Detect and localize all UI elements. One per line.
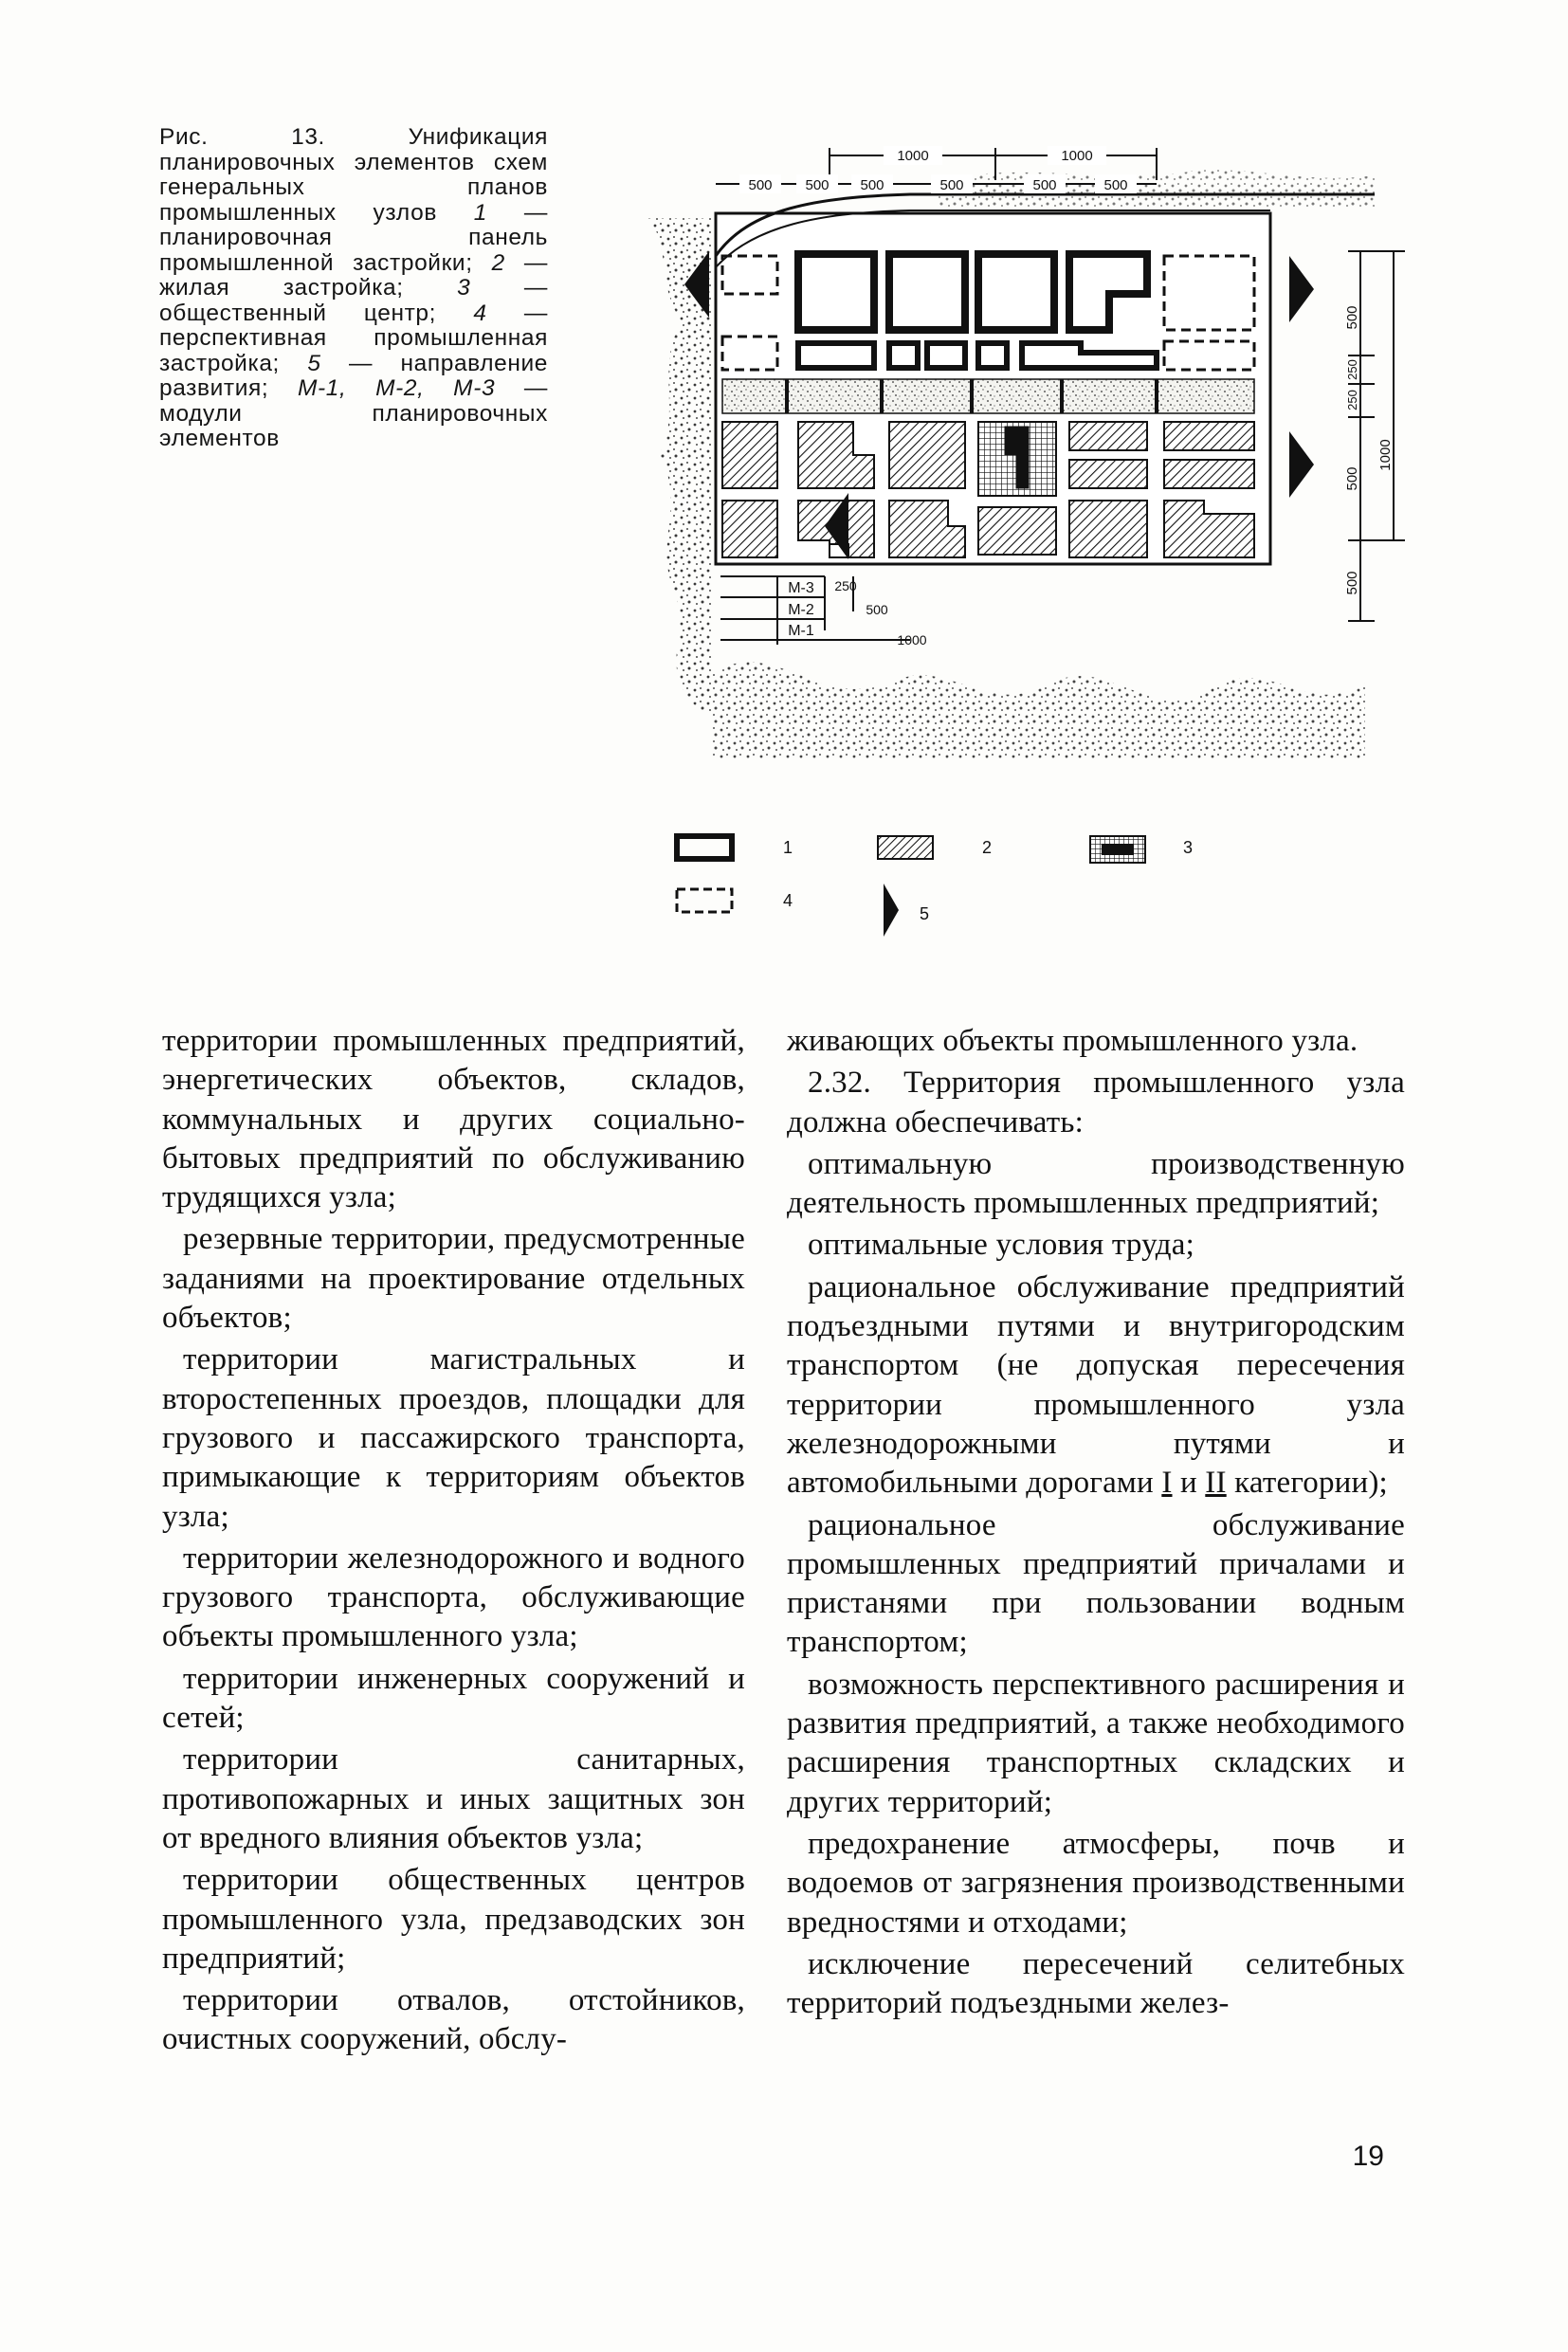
paragraph xyxy=(787,1268,1405,1504)
dim-1000: 1000 xyxy=(1061,148,1093,164)
block-row-4 xyxy=(722,422,1254,496)
paragraph-text: категории); xyxy=(1234,1466,1388,1501)
paragraph: территории отвалов, отстойников, очистных сооружений, обслу- xyxy=(162,1983,745,2057)
body-right-column xyxy=(787,1022,1405,2026)
caption-item-text: — перспективная промышленная застройка; xyxy=(159,300,548,376)
dim-500: 500 xyxy=(939,177,964,193)
body-left-column xyxy=(162,1022,745,2063)
bottom-vegetation xyxy=(711,663,1365,758)
dim-500: 500 xyxy=(748,177,773,193)
site-plan-figure xyxy=(626,142,1422,758)
paragraph: возможность перспективного расширения и развития предприятий, а также необходимого расширения транспортных складских и других территорий; xyxy=(787,1667,1405,1819)
legend-swatch-panel xyxy=(677,836,732,859)
caption-item-num: 3 xyxy=(457,275,471,301)
dim-500: 500 xyxy=(805,177,830,193)
caption-item-text: — общественный центр; xyxy=(159,275,548,326)
figure-caption xyxy=(159,125,548,452)
caption-item-text: — модули планировочных элементов xyxy=(159,375,548,451)
legend-swatch-future xyxy=(677,889,732,912)
dim-500: 500 xyxy=(1344,571,1360,595)
module-dimensions xyxy=(720,576,927,647)
dim-500: 500 xyxy=(1032,177,1057,193)
paragraph: резервные территории, предусмотренные заданиями на проектирование отдельных объектов; xyxy=(162,1222,745,1336)
caption-title: Унификация планировочных элементов схем генеральных планов промышленных узлов xyxy=(159,124,548,226)
right-dimensions xyxy=(1344,251,1405,621)
dim-500: 500 xyxy=(866,602,888,617)
dim-500: 500 xyxy=(1103,177,1128,193)
paragraph-text: и xyxy=(1179,1466,1197,1501)
legend-swatch-direction xyxy=(884,884,899,937)
caption-label: Рис. 13. xyxy=(159,124,325,150)
legend-num: 3 xyxy=(1183,838,1194,857)
paragraph: территории общественных центров промышленного узла, предзаводских зон предприятий; xyxy=(162,1863,745,1976)
dim-500: 500 xyxy=(1344,305,1360,330)
dim-500: 500 xyxy=(1344,466,1360,491)
dim-1000: 1000 xyxy=(1377,439,1394,471)
paragraph: территории инженерных сооружений и сетей; xyxy=(162,1661,745,1736)
paragraph: территории промышленных предприятий, энергетических объектов, складов, коммунальных и других социально-бытовых предприятий по обслуживанию трудящихся узла; xyxy=(162,1024,745,1215)
paragraph: территории магистральных и второстепенных проездов, площадки для грузового и пассажирского транспорта, примыкающие к территориям объектов узла; xyxy=(162,1342,745,1534)
caption-item-num: 5 xyxy=(307,350,321,376)
page-number: 19 xyxy=(1352,2141,1384,2172)
legend-num: 5 xyxy=(920,904,930,923)
caption-item-num: М-1, М-2, М-3 xyxy=(298,375,496,401)
direction-arrow xyxy=(1289,256,1314,322)
legend-num: 2 xyxy=(982,838,993,857)
road-category: II xyxy=(1205,1466,1227,1501)
module-m2: М-2 xyxy=(788,602,814,618)
caption-item-num: 1 xyxy=(473,199,488,226)
legend-swatch-housing xyxy=(878,836,933,859)
road-category: I xyxy=(1161,1466,1173,1501)
module-m1: М-1 xyxy=(788,623,814,639)
dim-500: 500 xyxy=(860,177,884,193)
block-row-3 xyxy=(722,379,1254,413)
caption-item-text: — жилая застройка; xyxy=(159,249,548,301)
paragraph: рациональное обслуживание промышленных предприятий причалами и пристанями при пользовании водным транспортом; xyxy=(787,1507,1405,1660)
section-heading-paragraph: 2.32. Территория промышленного узла должна обеспечивать: xyxy=(787,1066,1405,1140)
legend-num: 1 xyxy=(783,838,793,857)
paragraph: территории санитарных, противопожарных и иных защитных зон от вредного влияния объектов узла; xyxy=(162,1742,745,1855)
paragraph: живающих объекты промышленного узла. xyxy=(787,1024,1358,1058)
dim-250: 250 xyxy=(834,578,857,593)
dim-250: 250 xyxy=(1345,359,1359,380)
paragraph: оптимальные условия труда; xyxy=(808,1228,1194,1263)
figure-legend xyxy=(645,815,1308,948)
caption-item-text: — направление развития; xyxy=(159,350,548,401)
paragraph: предохранение атмосферы, почв и водоемов от загрязнения производственными вредностями и отходами; xyxy=(787,1826,1405,1940)
paragraph: исключение пересечений селитебных территорий подъездными желез- xyxy=(787,1946,1405,2021)
paragraph: территории железнодорожного и водного грузового транспорта, обслуживающие объекты промышленного узла; xyxy=(162,1541,745,1654)
dim-250: 250 xyxy=(1345,390,1359,410)
direction-arrow xyxy=(1289,431,1314,498)
dim-1000: 1000 xyxy=(897,148,929,164)
legend-num: 4 xyxy=(783,891,793,910)
caption-item-num: 2 xyxy=(491,249,505,276)
caption-item-num: 4 xyxy=(473,300,487,326)
module-m3: М-3 xyxy=(788,580,814,596)
dim-1000: 1000 xyxy=(897,632,927,647)
caption-item-text: — планировочная панель промышленной застройки; xyxy=(159,199,548,276)
paragraph: оптимальную производственную деятельность промышленных предприятий; xyxy=(787,1146,1405,1221)
paragraph-text: рациональное обслуживание предприятий подъездными путями и внутригородским транспортом (не допуская пересечения территории промышленного узла железнодорожными путями и автомобильными дорогами xyxy=(787,1269,1405,1501)
